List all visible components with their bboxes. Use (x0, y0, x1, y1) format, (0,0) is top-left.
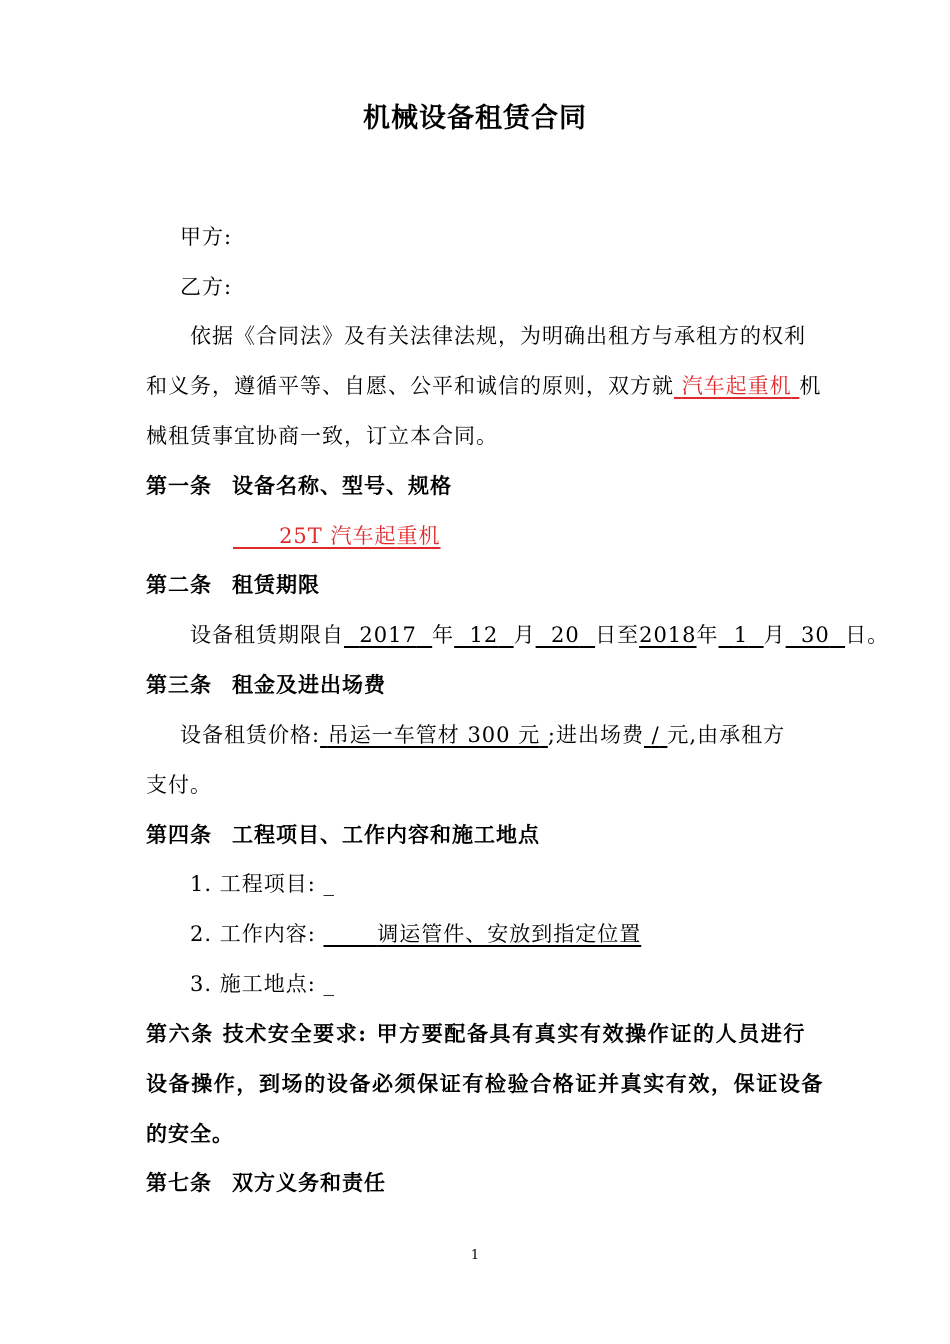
start-year: 2017 (359, 623, 417, 647)
intro-line-3: 械租赁事宜协商一致，订立本合同。 (146, 424, 498, 448)
start-month: 12 (469, 623, 499, 647)
project-value: _ (323, 872, 335, 896)
day-to-label: 日至 (595, 623, 640, 647)
article-6-line-2: 设备操作，到场的设备必须保证有检验合格证并真实有效，保证设备 (146, 1071, 824, 1096)
end-day: 30 (800, 623, 830, 647)
equipment-spec-value: 25T 汽车起重机 (279, 524, 441, 548)
article-3-heading (146, 670, 386, 700)
article-7-title: 双方义务和责任 (232, 1170, 386, 1195)
rent-price-value: 吊运一车管材 300 元 (327, 723, 541, 747)
equipment-type-field (674, 374, 799, 398)
month-label-1: 月 (513, 623, 536, 647)
equipment-type-value: 汽车起重机 (681, 374, 792, 398)
end-suffix: 日。 (845, 623, 890, 647)
entry-fee-label: ;进出场费 (547, 723, 644, 747)
intro-line-2 (146, 371, 821, 401)
article-4-number: 第四条 (146, 822, 212, 847)
article-6-line-3: 的安全。 (146, 1121, 234, 1146)
work-content-item (190, 919, 641, 949)
intro-line-1: 依据《合同法》及有关法律法规，为明确出租方与承租方的权利 (190, 324, 806, 348)
lease-period-line (190, 620, 889, 650)
equipment-spec-field (233, 521, 440, 551)
site-label: 3. 施工地点: (190, 972, 316, 996)
article-2-heading (146, 570, 320, 600)
project-label: 1. 工程项目: (190, 872, 316, 896)
month-label-2: 月 (763, 623, 786, 647)
page-number: 1 (470, 1248, 480, 1263)
entry-fee-value: / (651, 723, 660, 747)
lease-period-prefix: 设备租赁期限自 (190, 623, 344, 647)
article-2-title: 租赁期限 (232, 572, 320, 597)
year-label-1: 年 (432, 623, 455, 647)
article-1-heading (146, 471, 452, 501)
article-1-title: 设备名称、型号、规格 (232, 473, 452, 498)
site-value: _ (323, 972, 335, 996)
article-3-title: 租金及进出场费 (232, 672, 386, 697)
document-title: 机械设备租赁合同 (363, 103, 587, 134)
site-item (190, 969, 335, 999)
work-content-value: 调运管件、安放到指定位置 (377, 922, 642, 946)
article-1-number: 第一条 (146, 473, 212, 498)
article-3-number: 第三条 (146, 672, 212, 697)
start-day: 20 (550, 623, 580, 647)
article-7-number: 第七条 (146, 1170, 212, 1195)
rent-price-label: 设备租赁价格: (180, 723, 321, 747)
party-a-label: 甲方: (180, 225, 233, 249)
work-content-label: 2. 工作内容: (190, 922, 316, 946)
end-year: 2018 (639, 623, 697, 647)
article-6-line-1: 第六条 技术安全要求: 甲方要配备具有真实有效操作证的人员进行 (146, 1021, 806, 1046)
party-b-label: 乙方: (180, 275, 233, 299)
intro-line-2-text: 和义务，遵循平等、自愿、公平和诚信的原则，双方就 (146, 374, 674, 398)
project-item (190, 869, 335, 899)
entry-fee-suffix: 元,由承租方 (667, 723, 786, 747)
rent-price-line (180, 720, 785, 750)
article-4-title: 工程项目、工作内容和施工地点 (232, 822, 540, 847)
article-7-heading (146, 1168, 386, 1198)
end-month: 1 (733, 623, 749, 647)
rent-price-line-2: 支付。 (146, 773, 212, 797)
article-2-number: 第二条 (146, 572, 212, 597)
article-4-heading (146, 820, 540, 850)
intro-line-2-suffix: 机 (799, 374, 822, 398)
year-label-2: 年 (696, 623, 719, 647)
